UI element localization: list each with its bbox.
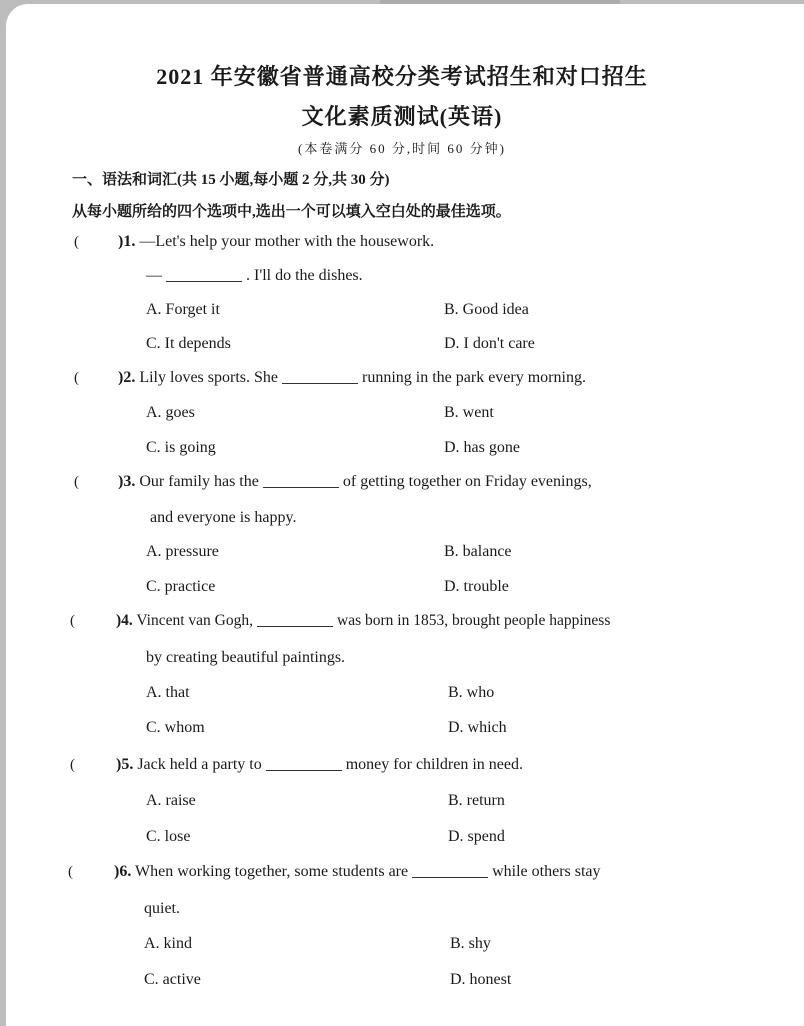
option-a: A. pressure xyxy=(146,543,219,560)
dash: — xyxy=(146,267,162,284)
question-5 xyxy=(116,756,523,774)
question-number: )3. xyxy=(118,473,136,490)
question-number: )4. xyxy=(116,612,133,629)
top-bleed-strip xyxy=(380,0,620,4)
faint-watermark xyxy=(372,994,432,1008)
section-instruction: 从每小题所给的四个选项中,选出一个可以填入空白处的最佳选项。 xyxy=(72,204,511,220)
option-d: D. trouble xyxy=(444,578,509,595)
option-c: C. It depends xyxy=(146,335,231,352)
question-text: When working together, some students are xyxy=(135,863,409,880)
question-text: running in the park every morning. xyxy=(362,369,586,386)
option-d: D. spend xyxy=(448,828,505,845)
question-4-line2: by creating beautiful paintings. xyxy=(146,649,346,666)
question-number: )6. xyxy=(114,863,132,880)
answer-paren: ( xyxy=(74,474,79,490)
option-d: D. honest xyxy=(450,971,512,988)
question-text: money for children in need. xyxy=(345,756,524,773)
question-text: of getting together on Friday evenings, xyxy=(342,473,592,490)
answer-paren: ( xyxy=(70,757,75,773)
option-d: D. has gone xyxy=(444,439,520,456)
exam-title-line1: 2021 年安徽省普通高校分类考试招生和对口招生 xyxy=(156,64,648,89)
question-text: while others stay xyxy=(492,863,601,880)
option-b: B. went xyxy=(444,404,494,421)
option-a: A. that xyxy=(146,684,190,701)
question-6-line2: quiet. xyxy=(144,900,180,917)
question-text: Vincent van Gogh, xyxy=(136,612,253,629)
option-b: B. who xyxy=(448,684,495,701)
question-number: )1. xyxy=(118,233,136,250)
option-c: C. lose xyxy=(146,828,191,845)
answer-blank xyxy=(412,877,488,878)
answer-blank xyxy=(266,770,342,771)
option-a: A. goes xyxy=(146,404,195,421)
option-b: B. Good idea xyxy=(444,301,529,318)
question-1 xyxy=(118,233,434,251)
question-4 xyxy=(116,612,610,630)
answer-blank xyxy=(166,281,242,282)
option-a: A. kind xyxy=(144,935,192,952)
question-1-line2 xyxy=(146,267,363,285)
question-text: was born in 1853, brought people happiness xyxy=(337,612,611,629)
answer-paren: ( xyxy=(74,370,79,386)
answer-blank xyxy=(257,626,333,627)
option-b: B. return xyxy=(448,792,505,809)
answer-blank xyxy=(282,383,358,384)
option-c: C. whom xyxy=(146,719,205,736)
question-text: —Let's help your mother with the housework. xyxy=(139,233,435,250)
exam-title-line2: 文化素质测试(英语) xyxy=(301,104,503,129)
section-heading: 一、语法和词汇(共 15 小题,每小题 2 分,共 30 分) xyxy=(72,172,390,188)
option-b: B. shy xyxy=(450,935,491,952)
option-b: B. balance xyxy=(444,543,512,560)
question-2 xyxy=(118,369,586,387)
option-a: A. Forget it xyxy=(146,301,220,318)
answer-paren: ( xyxy=(74,234,79,250)
option-c: C. practice xyxy=(146,578,216,595)
option-d: D. which xyxy=(448,719,507,736)
question-text: Jack held a party to xyxy=(137,756,262,773)
question-number: )5. xyxy=(116,756,134,773)
question-3 xyxy=(118,473,592,491)
option-a: A. raise xyxy=(146,792,196,809)
option-c: C. active xyxy=(144,971,201,988)
question-number: )2. xyxy=(118,369,136,386)
answer-blank xyxy=(263,487,339,488)
question-text: Lily loves sports. She xyxy=(139,369,278,386)
question-3-line2: and everyone is happy. xyxy=(150,509,297,526)
exam-subtitle: (本卷满分 60 分,时间 60 分钟) xyxy=(298,141,506,156)
answer-paren: ( xyxy=(70,613,75,629)
option-d: D. I don't care xyxy=(444,335,535,352)
question-text: Our family has the xyxy=(139,473,259,490)
answer-paren: ( xyxy=(68,864,73,880)
question-6 xyxy=(114,863,601,881)
option-c: C. is going xyxy=(146,439,216,456)
question-text: . I'll do the dishes. xyxy=(246,267,363,284)
